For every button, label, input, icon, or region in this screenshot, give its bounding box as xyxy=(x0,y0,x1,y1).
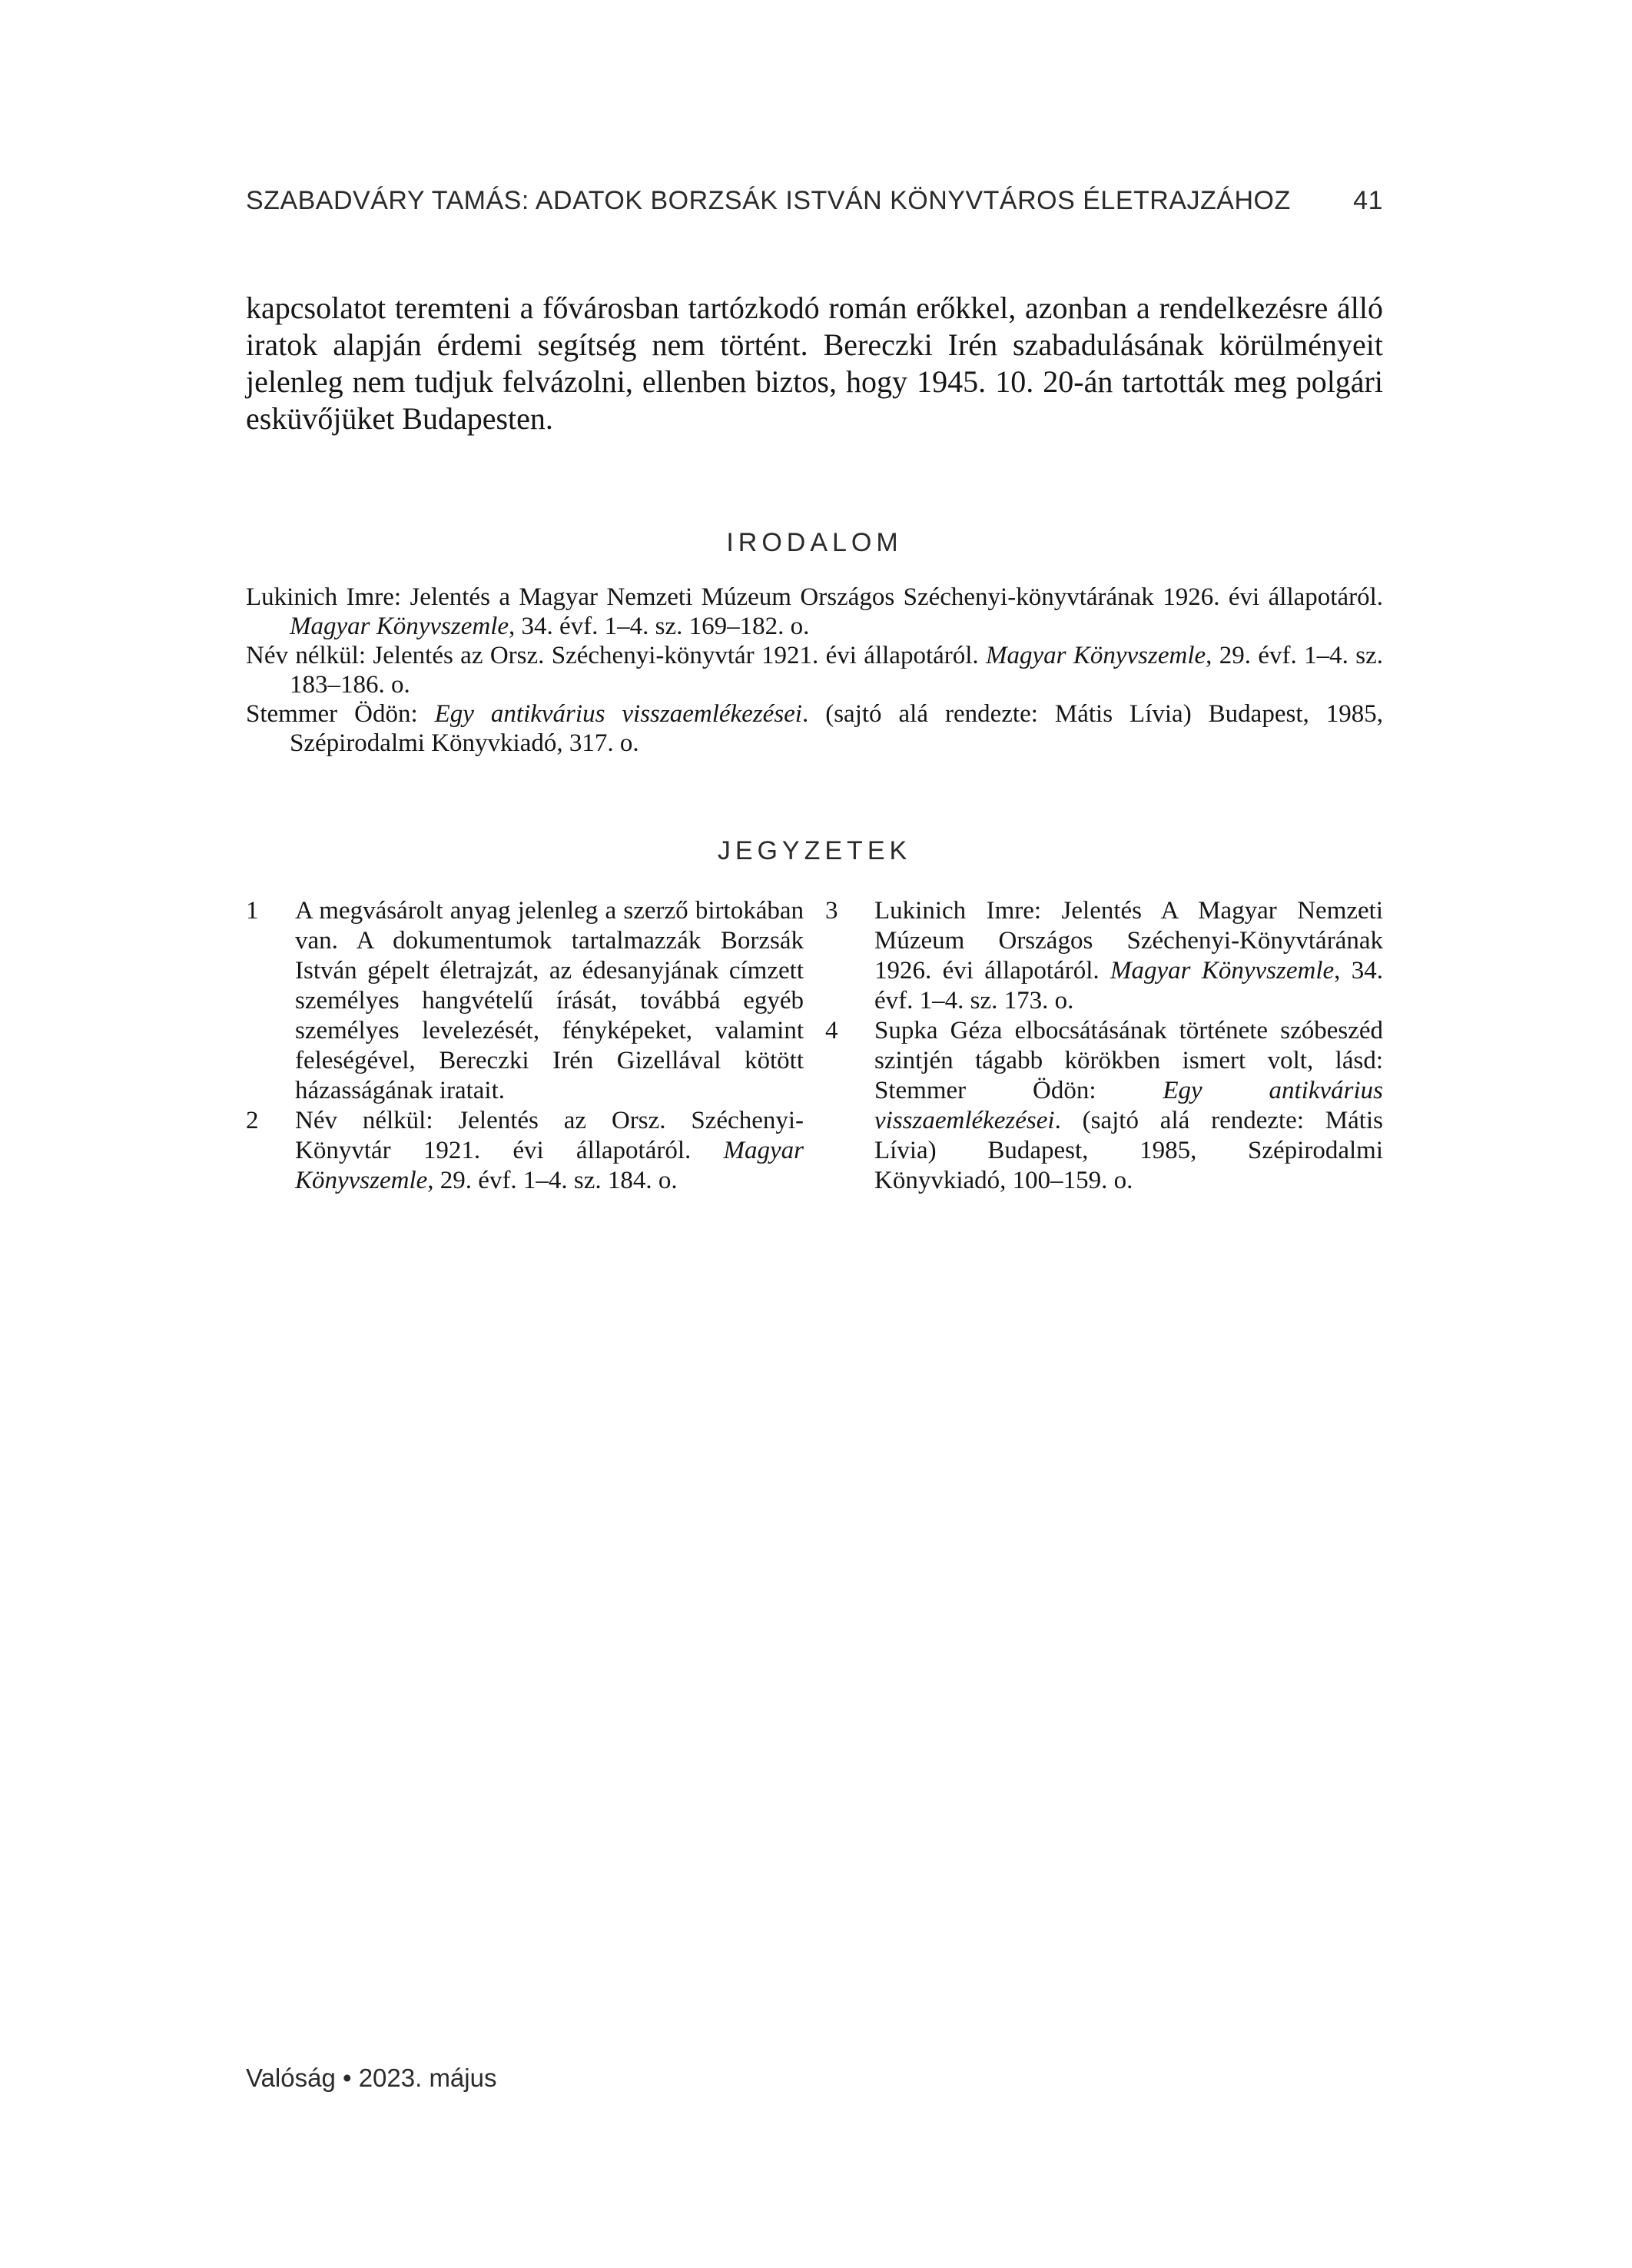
running-header-title: SZABADVÁRY TAMÁS: ADATOK BORZSÁK ISTVÁN KÖNYVTÁROS ÉLETRAJZÁHOZ xyxy=(246,186,1291,215)
text-segment: Stemmer Ödön: xyxy=(246,700,435,728)
note-number-1: 1 xyxy=(246,897,259,925)
bibliography-entry-1 xyxy=(246,583,1383,641)
text-segment: . (sajtó alá rendezte: Mátis Lívia) Budapest, 1985, Szépirodalmi Könyvkiadó, 100–159. o. xyxy=(874,1107,1383,1194)
endnotes-section xyxy=(246,896,1383,1196)
journal-imprint xyxy=(246,2063,496,2094)
text-segment: Egy antikvárius visszaemlékezései xyxy=(434,700,802,728)
body-paragraph: kapcsolatot teremteni a fővárosban tartózkodó román erőkkel, azonban a rendelkezésre álló iratok alapján érdemi segítség nem történt. Bereczki Irén szabadulásának körülményeit jelenleg nem tudjuk felvázolni, ellenben biztos, hogy 1945. 10. 20-án tartották meg polgári esküvőjüket Budapesten. xyxy=(246,291,1383,436)
journal-imprint-text: Valóság • 2023. május xyxy=(246,2064,497,2092)
note-item-1 xyxy=(246,896,804,1106)
note-text-1 xyxy=(295,896,804,1106)
endnotes-column-left xyxy=(246,896,804,1196)
text-segment: , 29. évf. 1–4. sz. 184. o. xyxy=(427,1167,678,1194)
text-segment: , 34. évf. 1–4. sz. 169–182. o. xyxy=(509,613,810,640)
text-segment: Magyar Könyvszemle xyxy=(986,642,1206,669)
endnotes-column-right xyxy=(825,896,1383,1196)
note-number-3: 3 xyxy=(825,897,838,925)
text-segment: Név nélkül: Jelentés az Orsz. Széchenyi-Könyvtár 1921. évi állapotáról. xyxy=(295,1107,804,1164)
bibliography-entry-3 xyxy=(246,699,1383,758)
text-segment: , 34. évf. 1–4. sz. 173. o. xyxy=(874,957,1384,1014)
jegyzetek-section-heading: JEGYZETEK xyxy=(717,836,912,865)
text-segment: Magyar Könyvszemle xyxy=(290,613,509,640)
text-segment: Supka Géza elbocsátásának története szóbeszéd szintjén tágabb körökben ismert volt, lásd: Stemmer Ödön: xyxy=(874,1017,1383,1104)
text-segment: Lukinich Imre: Jelentés A Magyar Nemzeti Múzeum Országos Széchenyi-Könyvtárának 1926. évi állapotáról. xyxy=(874,897,1383,985)
text-segment: , 29. évf. 1–4. sz. 183–186. o. xyxy=(290,642,1383,699)
page-number: 41 xyxy=(1353,186,1383,215)
irodalom-section-heading: IRODALOM xyxy=(726,528,903,557)
note-item-4 xyxy=(825,1016,1383,1196)
note-text-3 xyxy=(874,896,1383,1016)
running-header xyxy=(246,187,1383,215)
note-text-4 xyxy=(874,1016,1383,1196)
note-item-2 xyxy=(246,1106,804,1196)
bibliography-list xyxy=(246,583,1383,758)
text-segment: . (sajtó alá rendezte: Mátis Lívia) Budapest, 1985, Szépirodalmi Könyvkiadó, 317. o. xyxy=(290,700,1383,757)
text-segment: Magyar Könyvszemle xyxy=(1110,957,1335,985)
text-segment: Név nélkül: Jelentés az Orsz. Széchenyi-könyvtár 1921. évi állapotáról. xyxy=(246,642,987,669)
text-segment: Egy antikvárius visszaemlékezései xyxy=(874,1077,1383,1134)
text-segment: Magyar Könyvszemle xyxy=(295,1137,804,1194)
note-number-2: 2 xyxy=(246,1107,259,1134)
note-number-4: 4 xyxy=(825,1017,838,1044)
text-segment: A megvásárolt anyag jelenleg a szerző birtokában van. A dokumentumok tartalmazzák Borzsák István gépelt életrajzát, az édesanyjának címzett személyes hangvételű írását, továbbá egyéb személyes levelezését, fényképeket, valamint feleségével, Bereczki Irén Gizellával kötött házasságának iratait. xyxy=(295,897,804,1104)
note-text-2 xyxy=(295,1106,804,1196)
bibliography-entry-2 xyxy=(246,641,1383,699)
note-item-3 xyxy=(825,896,1383,1016)
text-segment: Lukinich Imre: Jelentés a Magyar Nemzeti Múzeum Országos Széchenyi-könyvtárának 1926. évi állapotáról. xyxy=(246,583,1383,611)
